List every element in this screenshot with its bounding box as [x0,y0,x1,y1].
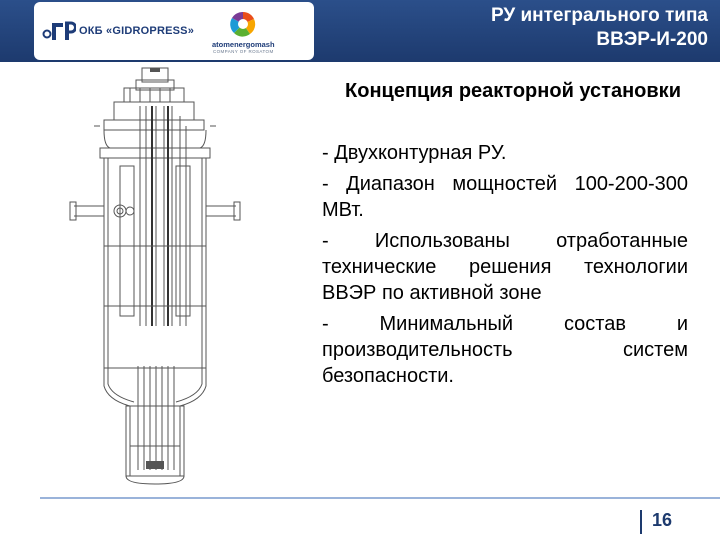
bullet-item: - Диапазон мощностей 100-200-300 МВт. [322,173,688,221]
atomenergomash-name: atomenergomash [212,39,275,49]
content-body [322,140,688,394]
atomenergomash-subtitle: COMPANY OF ROSATOM [212,48,274,54]
footer-divider [40,497,720,499]
bullet-item: - Двухконтурная РУ. [322,142,507,164]
atomenergomash-logo [212,9,275,54]
bullet-item: - Минимальный состав и производительность систем безопасности. [322,313,688,387]
content-heading: Концепция реакторной установки [345,80,681,102]
page-number: 16 [652,510,673,530]
reactor-vessel-drawing [60,66,250,486]
logo-panel [34,2,314,60]
atomenergomash-emblem-icon [228,9,258,39]
slide-title-line2: ВВЭР-И-200 [596,29,708,50]
bullet-item: - Использованы отработанные технические решения технологии ВВЭР по активной зоне [322,230,688,304]
page-number-marker [640,510,642,534]
okb-emblem-icon [42,20,76,42]
okb-logo-text: ОКБ «GIDROPRESS» [79,25,195,37]
slide-title-line1: РУ интегрального типа [490,5,708,26]
slide-title [491,4,708,52]
header-band [0,0,720,62]
okb-gidropress-logo [42,20,194,42]
